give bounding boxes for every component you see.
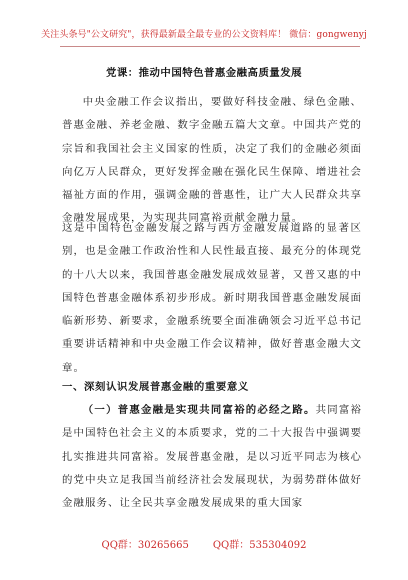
footer-contact [0,536,408,551]
paragraph-3-lead: （一）普惠金融是实现共同富裕的必经之路。 [82,404,316,416]
section-heading: 一、深刻认识发展普惠金融的重要意义 [62,381,249,393]
qq-group-1: QQ群：30265665 [101,540,189,551]
header-divider [60,46,360,47]
paragraph-3-body: 共同富裕是中国特色社会主义的本质要求，党的二十大报告中强调要扎实推进共同富裕。发展普惠金融，是以习近平同志为核心的党中央立足我国当前经济社会发展现状，为弱势群体做好金融服务、让全民共享金融发展成果的重大国家 [62,404,363,510]
document-title: 党课：推动中国特色普惠金融高质量发展 [105,67,303,79]
qq-group-2: QQ群：535304092 [212,540,307,551]
paragraph-3 [62,399,362,515]
paragraph-2: 这是中国特色金融发展之路与西方金融发展道路的显著区别，也是金融工作政治性和人民性最直接、最充分的体现党的十八大以来，我国普惠金融发展成效显著，又普又惠的中国特色普惠金融体系初步形成。新时期我国普惠金融发展面临新形势、新要求，金融系统要全面准确领会习近平总书记重要讲话精神和中央金融工作会议精神，做好普惠金融大文章。 [62,222,362,374]
paragraph-1: 中央金融工作会议指出，要做好科技金融、绿色金融、普惠金融、养老金融、数字金融五篇大文章。中国共产党的宗旨和我国社会主义国家的性质，决定了我们的金融必须面向亿万人民群众，更好发挥金融在强化民生保障、增进社会福祉方面的作用，强调金融的普惠性，让广大人民群众共享金融发展成果，为实现共同富裕贡献金融力量。 [62,96,362,225]
header-notice: 关注头条号"公文研究"，获得最新最全最专业的公文资料库！ 微信：gongwenyj [41,30,367,40]
